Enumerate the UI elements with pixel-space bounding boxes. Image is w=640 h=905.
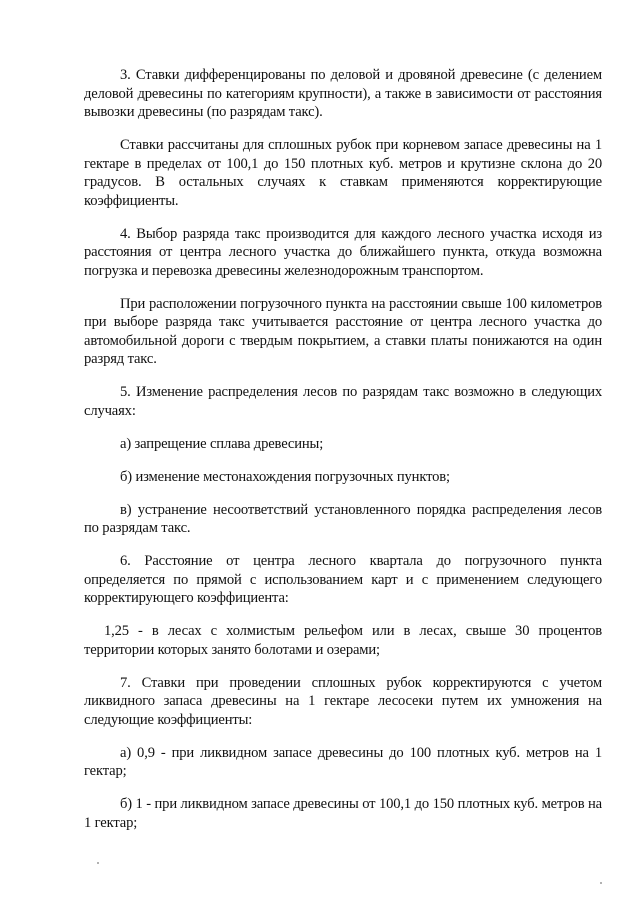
- coefficient-item-1-25: 1,25 - в лесах с холмистым рельефом или в лесах, свыше 30 процентов территории которых занято болотами и озерами;: [84, 623, 602, 658]
- paragraph-7-clear-cut-correction: 7. Ставки при проведении сплошных рубок корректируются с учетом ликвидного запаса древесины на 1 гектаре лесосеки путем их умножения на следующие коэффициенты:: [84, 674, 602, 728]
- coefficient-item-b-1: б) 1 - при ликвидном запасе древесины от 100,1 до 150 плотных куб. метров на 1 гектар;: [84, 796, 602, 831]
- paragraph-5-distribution-change: 5. Изменение распределения лесов по разрядам такс возможно в следующих случаях:: [84, 384, 602, 419]
- paragraph-3-rates-differentiation: 3. Ставки дифференцированы по деловой и дровяной древесине (с делением деловой древесины по категориям крупности), а также в зависимости от расстояния вывозки древесины (по разрядам такс).: [84, 67, 602, 120]
- scan-speck: [600, 882, 602, 884]
- list-item-v-inconsistencies: в) устранение несоответствий установленного порядка распределения лесов по разрядам такс.: [84, 501, 602, 536]
- paragraph-loading-point-distance: При расположении погрузочного пункта на расстоянии свыше 100 километров при выборе разряда такс учитывается расстояние от центра лесного участка до автомобильной дороги с твердым покрытием, а ставки платы понижаются на один разряд такс.: [84, 295, 602, 367]
- list-item-b-loading-points: б) изменение местонахождения погрузочных пунктов;: [120, 468, 450, 485]
- coefficient-item-a-0-9: а) 0,9 - при ликвидном запасе древесины до 100 плотных куб. метров на 1 гектар;: [84, 744, 602, 779]
- scan-speck: [97, 862, 99, 864]
- paragraph-rates-calculation: Ставки рассчитаны для сплошных рубок при корневом запасе древесины на 1 гектаре в пределах от 100,1 до 150 плотных куб. метров и крутизне склона до 20 градусов. В остальных случаях к ставкам применяются корректирующие коэффициенты.: [84, 137, 602, 209]
- paragraph-6-distance-measurement: 6. Расстояние от центра лесного квартала до погрузочного пункта определяется по прямой с использованием карт и с применением следующего корректирующего коэффициента:: [84, 553, 602, 606]
- list-item-a-rafting-ban: а) запрещение сплава древесины;: [120, 435, 324, 452]
- paragraph-4-tax-category-choice: 4. Выбор разряда такс производится для каждого лесного участка исходя из расстояния от центра лесного участка до ближайшего пункта, откуда возможна погрузка и перевозка древесины железнодорожным транспортом.: [84, 225, 602, 279]
